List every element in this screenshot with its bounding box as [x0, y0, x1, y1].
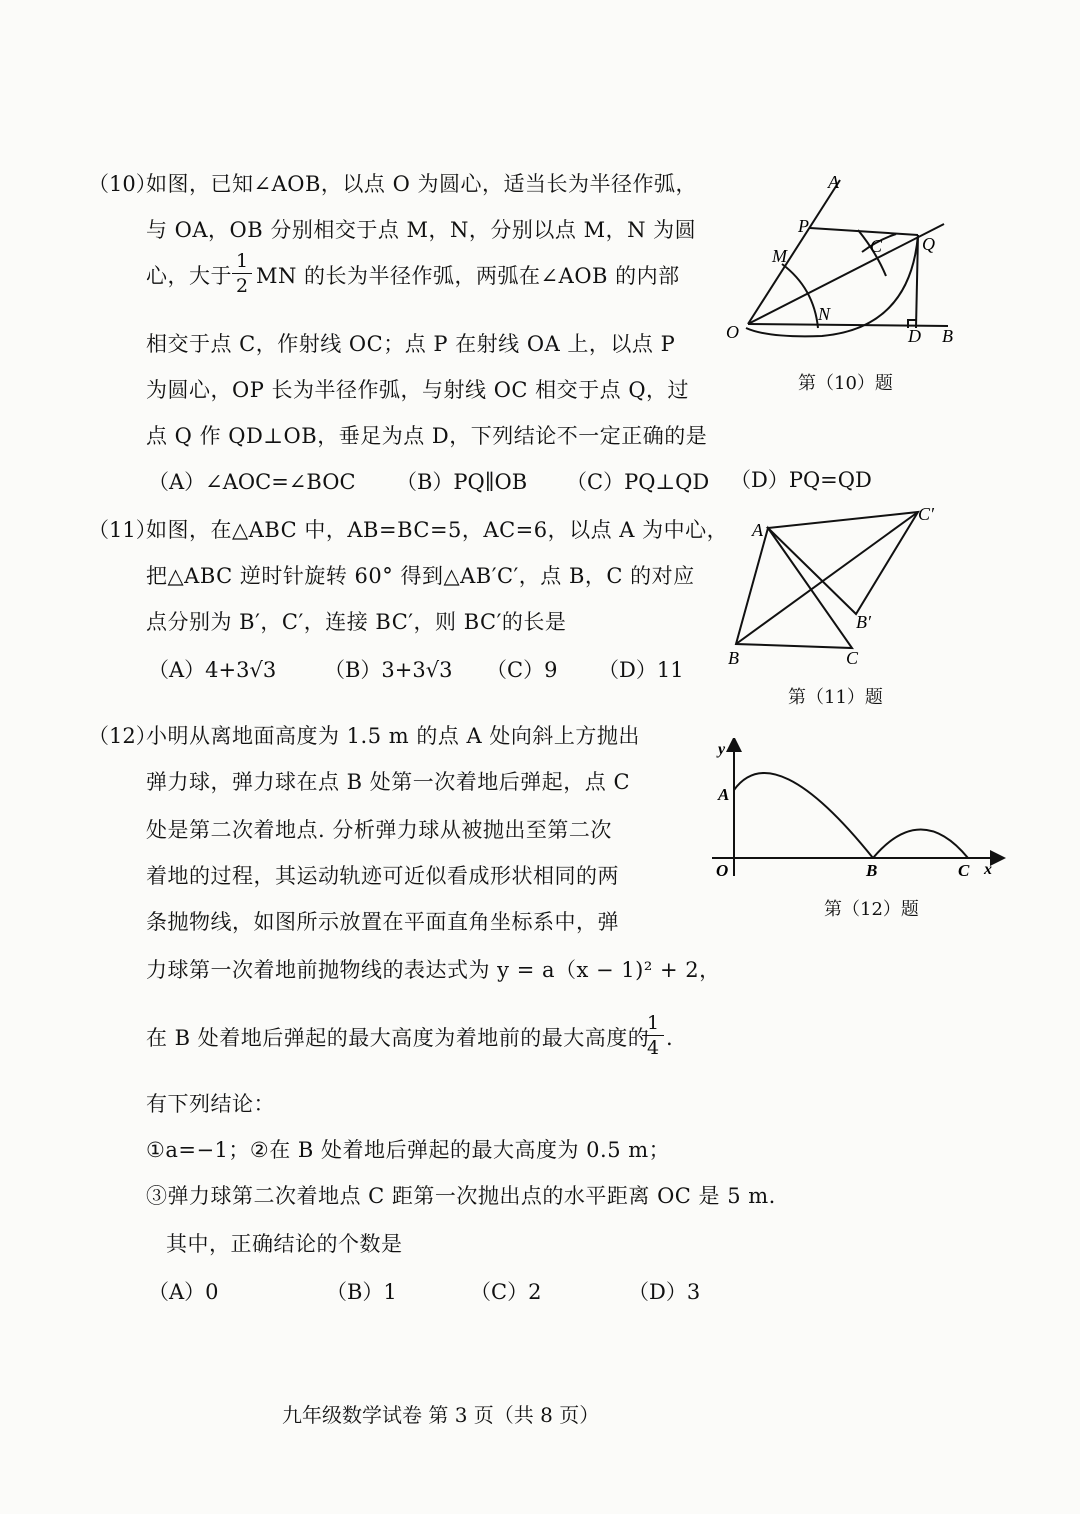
q10-label-c: C [870, 236, 883, 256]
page-footer: 九年级数学试卷 第 3 页（共 8 页） [282, 1403, 600, 1427]
q11-number: （11） [88, 518, 157, 542]
q10-frac-den: 2 [235, 275, 249, 297]
q10-label-q: Q [922, 234, 935, 254]
q11-label-c: C [846, 648, 859, 668]
q12-label-y: y [718, 741, 726, 758]
q12-number: （12） [88, 724, 157, 748]
q10-label-p: P [798, 216, 809, 236]
q10-label-b: B [942, 326, 953, 346]
q10-fraction [232, 250, 252, 297]
q10-label-d: D [908, 326, 921, 346]
q12-frac-num: 1 [646, 1012, 660, 1034]
q10-option-a[interactable]: （A）∠AOC=∠BOC [148, 470, 356, 494]
q12-option-a[interactable]: （A）0 [148, 1280, 219, 1304]
q12-line-4: 着地的过程，其运动轨迹可近似看成形状相同的两 [146, 864, 619, 888]
q11-label-b: B [728, 648, 739, 668]
q12-line-5: 条抛物线，如图所示放置在平面直角坐标系中，弹 [146, 910, 619, 934]
q11-label-c-prime: C′ [918, 504, 934, 524]
q10-line-5: 为圆心，OP 长为半径作弧，与射线 OC 相交于点 Q，过 [146, 378, 690, 402]
q10-line-2: 与 OA，OB 分别相交于点 M，N，分别以点 M，N 为圆 [146, 218, 697, 242]
q10-number: （10） [88, 172, 157, 196]
q12-fraction [642, 1012, 664, 1059]
q12-caption: 第（12）题 [824, 899, 919, 920]
q12-option-c[interactable]: （C）2 [470, 1280, 542, 1304]
q11-caption: 第（11）题 [788, 687, 883, 708]
q10-label-a: A [828, 172, 839, 192]
q12-label-a: A [718, 785, 730, 804]
q10-label-n: N [818, 304, 831, 324]
q10-option-c[interactable]: （C）PQ⊥QD [566, 470, 710, 494]
q10-line-4: 相交于点 C，作射线 OC；点 P 在射线 OA 上，以点 P [146, 332, 676, 356]
q10-frac-num: 1 [235, 250, 249, 272]
q11-label-a: A [752, 520, 763, 540]
q10-label-o: O [726, 322, 739, 342]
q12-line-10: ③弹力球第二次着地点 C 距第一次抛出点的水平距离 OC 是 5 m. [146, 1184, 776, 1208]
q11-option-d[interactable]: （D）11 [598, 658, 684, 682]
q12-frac-tail: . [666, 1026, 674, 1050]
q12-line-2: 弹力球，弹力球在点 B 处第一次着地后弹起，点 C [146, 770, 631, 794]
q10-caption: 第（10）题 [798, 373, 893, 394]
q12-label-b: B [866, 861, 878, 880]
q11-line-3: 点分别为 B′，C′，连接 BC′，则 BC′的长是 [146, 610, 567, 634]
q10-line-6: 点 Q 作 QD⊥OB，垂足为点 D，下列结论不一定正确的是 [146, 424, 708, 448]
q11-line-2: 把△ABC 逆时针旋转 60° 得到△AB′C′，点 B，C 的对应 [146, 564, 695, 588]
q12-line-1: 小明从离地面高度为 1.5 m 的点 A 处向斜上方抛出 [146, 724, 640, 748]
q11-option-a[interactable]: （A）4+3√3 [148, 658, 277, 682]
q11-figure [720, 500, 950, 672]
q12-label-c: C [958, 861, 970, 880]
q12-line-8: 有下列结论： [146, 1092, 275, 1116]
q12-line-6: 力球第一次着地前抛物线的表达式为 y = a（x − 1)² + 2， [146, 958, 721, 982]
q11-option-b[interactable]: （B）3+3√3 [324, 658, 453, 682]
q10-option-b[interactable]: （B）PQ∥OB [396, 470, 528, 494]
q12-label-o: O [716, 861, 729, 880]
q12-option-d[interactable]: （D）3 [628, 1280, 701, 1304]
q10-option-d[interactable]: （D）PQ=QD [730, 468, 872, 492]
q12-figure [706, 738, 1006, 884]
q11-line-1: 如图，在△ABC 中，AB=BC=5，AC=6，以点 A 为中心， [146, 518, 729, 542]
q10-figure [712, 168, 974, 352]
q12-frac-den: 4 [646, 1037, 660, 1059]
q10-line-1: 如图，已知∠AOB，以点 O 为圆心，适当长为半径作弧， [146, 172, 697, 196]
q12-option-b[interactable]: （B）1 [326, 1280, 397, 1304]
q10-label-m: M [772, 246, 787, 266]
q12-line-3: 处是第二次着地点. 分析弹力球从被抛出至第二次 [146, 818, 612, 842]
q12-line-9: ①a=−1；②在 B 处着地后弹起的最大高度为 0.5 m； [146, 1138, 671, 1162]
q12-line-7: 在 B 处着地后弹起的最大高度为着地前的最大高度的 [146, 1026, 650, 1050]
q10-line-3b: MN 的长为半径作弧，两弧在∠AOB 的内部 [256, 264, 680, 288]
q10-line-3a: 心，大于 [146, 264, 232, 288]
q12-label-x: x [984, 861, 992, 878]
q12-line-11: 其中，正确结论的个数是 [166, 1232, 403, 1256]
q11-label-b-prime: B′ [856, 612, 871, 632]
q11-option-c[interactable]: （C）9 [486, 658, 558, 682]
